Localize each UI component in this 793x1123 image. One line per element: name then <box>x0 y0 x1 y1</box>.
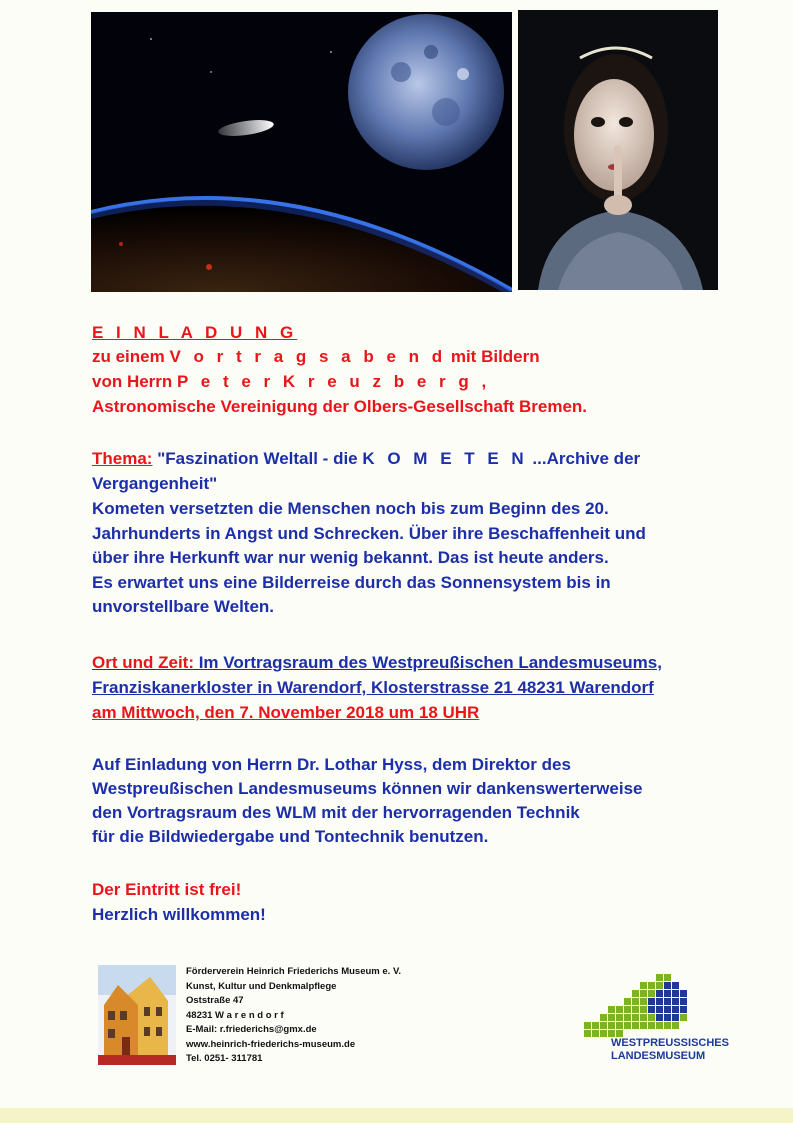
thema-title-c: ...Archive der <box>527 449 641 468</box>
thema-title-line2 <box>92 472 217 496</box>
street-address: Oststraße 47 <box>186 995 244 1006</box>
thema-title-line <box>92 447 640 471</box>
wlm-logo-tile <box>648 1022 655 1029</box>
wlm-logo-tile <box>672 990 679 997</box>
bottom-strip <box>0 1108 793 1123</box>
wlm-logo-tile <box>664 1014 671 1021</box>
wlm-logo-tile <box>600 1022 607 1029</box>
wlm-logo-tile <box>608 1022 615 1029</box>
einladung-title: E I N L A D U N G <box>92 323 298 342</box>
location-line3 <box>92 701 479 725</box>
wlm-logo-tile <box>664 982 671 989</box>
wlm-logo-tile <box>648 1014 655 1021</box>
wlm-logo-tile <box>624 1022 631 1029</box>
museum-paragraph-line: Auf Einladung von Herrn Dr. Lothar Hyss, dem Direktor des <box>92 755 571 774</box>
free-entry-text: Der Eintritt ist frei! <box>92 880 242 899</box>
email-address: E-Mail: r.friederichs@gmx.de <box>186 1024 317 1035</box>
wlm-logo-tile <box>648 998 655 1005</box>
wlm-logo-tile <box>656 1006 663 1013</box>
wlm-logo-tile <box>656 1022 663 1029</box>
thema-body-line: Es erwartet uns eine Bilderreise durch das Sonnensystem bis in <box>92 572 611 592</box>
organisation-line <box>92 395 587 419</box>
wlm-logo-tile <box>640 998 647 1005</box>
wlm-logo-tile <box>616 1014 623 1021</box>
wlm-logo-tile <box>608 1006 615 1013</box>
speaker-name: P e t e r K r e u z b e r g , <box>177 372 491 391</box>
thema-body-line: Jahrhunderts in Angst und Schrecken. Über ihre Beschaffenheit und <box>92 523 646 543</box>
city-address: 48231 W a r e n d o r f <box>186 1009 284 1021</box>
wlm-logo-tile <box>616 1022 623 1029</box>
wlm-logo-tile <box>672 1014 679 1021</box>
museum-house-image <box>98 965 176 1065</box>
wlm-logo-tile <box>632 1006 639 1013</box>
thema-body-line: über ihre Herkunft war nur wenig bekannt. Das ist heute anders. <box>92 548 609 567</box>
wlm-logo-tile <box>664 1022 671 1029</box>
thema-body-line: unvorstellbare Welten. <box>92 597 275 616</box>
wlm-logo-tile <box>680 1014 687 1021</box>
wlm-logo-tile <box>640 990 647 997</box>
wlm-logo-tile <box>648 1006 655 1013</box>
phone-number: Tel. 0251- 311781 <box>186 1053 263 1064</box>
wlm-logo-tile <box>632 990 639 997</box>
wlm-logo-text <box>611 1037 729 1063</box>
wlm-logo-tile <box>632 998 639 1005</box>
museum-paragraph-line: Westpreußischen Landesmuseums können wir dankenswerterweise <box>92 779 643 798</box>
wlm-logo-tile <box>664 990 671 997</box>
wlm-logo-tile <box>656 1014 663 1021</box>
wlm-logo-tile <box>672 1022 679 1029</box>
location-line1 <box>92 651 662 675</box>
thema-body <box>92 497 646 619</box>
wlm-logo-tile <box>680 998 687 1005</box>
free-entry <box>92 878 241 902</box>
wlm-logo-tile <box>640 982 647 989</box>
thema-body-line: Kometen versetzten die Menschen noch bis zum Beginn des 20. <box>92 499 609 518</box>
wlm-logo-tile <box>664 1006 671 1013</box>
lecture-word: V o r t r a g s a b e n d <box>169 347 447 366</box>
thema-label: Thema: <box>92 449 153 468</box>
welcome <box>92 903 266 927</box>
wlm-logo-tile <box>680 990 687 997</box>
thema-title-kometen: K O M E T E N <box>362 449 528 468</box>
museum-paragraph-line: den Vortragsraum des WLM mit der hervorragenden Technik <box>92 803 580 822</box>
wlm-logo-tile <box>584 1022 591 1029</box>
wlm-logo-tile <box>648 982 655 989</box>
wlm-logo-tile <box>608 1014 615 1021</box>
lecture-suffix: mit Bildern <box>446 347 540 366</box>
wlm-logo-tile <box>600 1014 607 1021</box>
wlm-logo-tile <box>672 998 679 1005</box>
ort-datetime: am Mittwoch, den 7. November 2018 um 18 UHR <box>92 703 480 722</box>
wlm-logo-tile <box>600 1030 607 1037</box>
shushing-girl-portrait <box>518 10 718 290</box>
wlm-logo-tile <box>624 998 631 1005</box>
lecture-intro: zu einem <box>92 347 170 366</box>
wlm-logo-tile <box>664 974 671 981</box>
thema-title-end: Vergangenheit" <box>92 474 218 493</box>
ort-venue: Im Vortragsraum des Westpreußischen Landesmuseums, <box>193 653 662 672</box>
invitation-heading <box>92 321 297 345</box>
organisation-name: Astronomische Vereinigung der Olbers-Gesellschaft Bremen. <box>92 397 588 416</box>
wlm-logo-line1: WESTPREUSSISCHES <box>611 1037 729 1049</box>
wlm-logo-tile <box>680 1006 687 1013</box>
wlm-logo-tile <box>616 1030 623 1037</box>
lecture-line <box>92 345 540 369</box>
ort-label: Ort und Zeit: <box>92 653 194 672</box>
wlm-logo-tile <box>624 1014 631 1021</box>
wlm-logo-tile <box>648 990 655 997</box>
speaker-line <box>92 370 490 394</box>
wlm-logo-tile <box>664 998 671 1005</box>
wlm-logo-tile <box>592 1022 599 1029</box>
ort-address: Franziskanerkloster in Warendorf, Klosterstrasse 21 48231 Warendorf <box>92 678 654 697</box>
wlm-logo-tile <box>656 982 663 989</box>
wlm-logo-tile <box>624 1006 631 1013</box>
wlm-logo-line2: LANDESMUSEUM <box>611 1050 706 1062</box>
wlm-logo-tile <box>656 974 663 981</box>
location-line2 <box>92 676 654 700</box>
wlm-logo-tile <box>640 1014 647 1021</box>
wlm-logo-tile <box>672 1006 679 1013</box>
association-subtitle: Kunst, Kultur und Denkmalpflege <box>186 980 337 992</box>
wlm-logo-tile <box>632 1014 639 1021</box>
wlm-logo-tile <box>608 1030 615 1037</box>
wlm-logo-tile <box>640 1006 647 1013</box>
comet-space-image <box>91 12 512 292</box>
thema-title-a: "Faszination Weltall - die <box>152 449 363 468</box>
contact-block <box>186 965 401 1067</box>
wlm-logo-tile <box>632 1022 639 1029</box>
wlm-logo-tile <box>616 1006 623 1013</box>
wlm-logo-tile <box>656 998 663 1005</box>
wlm-logo-tile <box>656 990 663 997</box>
wlm-logo-tile <box>672 982 679 989</box>
speaker-intro: von Herrn <box>92 372 178 391</box>
museum-paragraph-line: für die Bildwiedergabe und Tontechnik benutzen. <box>92 827 489 846</box>
wlm-logo-tile <box>592 1030 599 1037</box>
welcome-text: Herzlich willkommen! <box>92 905 266 924</box>
museum-paragraph <box>92 753 642 849</box>
wlm-logo-tile <box>584 1030 591 1037</box>
website-url: www.heinrich-friederichs-museum.de <box>186 1038 356 1050</box>
wlm-logo-tile <box>640 1022 647 1029</box>
association-name: Förderverein Heinrich Friederichs Museum e. V. <box>186 966 402 977</box>
